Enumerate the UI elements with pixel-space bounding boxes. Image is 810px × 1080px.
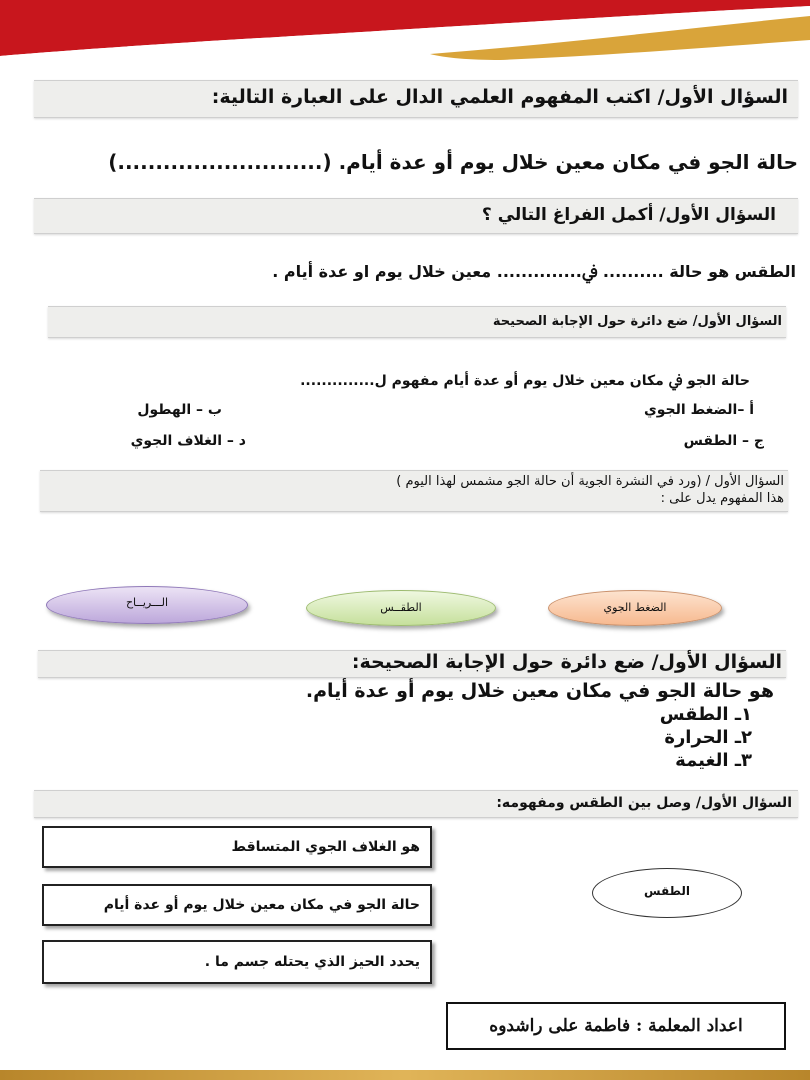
q2-header-band	[34, 198, 798, 234]
q6-header-band	[34, 790, 798, 818]
choice-pressure-label: الضغط الجوي	[603, 601, 667, 614]
q3-option-c[interactable]: ج – الطقس	[683, 433, 764, 449]
header-decoration	[0, 0, 810, 68]
choice-wind-label: الـــريــاح	[125, 596, 169, 609]
definition-box-2[interactable]	[42, 884, 432, 926]
q3-question: حالة الجو ﰲ مكان معين خلال يوم أو عدة أيام مفهوم ل..............	[300, 373, 750, 389]
definition-box-3[interactable]	[42, 940, 432, 984]
q1-statement: حالة الجو في مكان معين خلال يوم أو عدة أيام. (...........................)	[108, 150, 798, 174]
q5-option-2[interactable]: ٢ـ الحرارة	[664, 727, 752, 748]
q3-option-d[interactable]: د – الغلاف الجوي	[130, 433, 246, 449]
teacher-credit: اعداد المعلمة : فاطمة على راشدوه	[489, 1016, 743, 1036]
q3-header: السؤال الأول/ ضع دائرة حول الإجابة الصحيحة	[492, 314, 782, 329]
q3-header-band	[48, 306, 786, 338]
teacher-credit-box	[446, 1002, 786, 1050]
q5-option-3[interactable]: ٣ـ الغيمة	[675, 750, 752, 771]
q6-header: السؤال الأول/ وصل بين الطقس ومفهومه:	[496, 795, 792, 811]
q4-header-line1: السؤال الأول / (ورد في النشرة الجوية أن حالة الجو مشمس لهذا اليوم )	[396, 474, 784, 489]
definition-1: هو الغلاف الجوي المتساقط	[231, 839, 420, 855]
q3-option-b[interactable]: ب – الهطول	[137, 402, 222, 418]
definition-3: يحدد الحيز الذي يحتله جسم ما .	[204, 954, 420, 970]
q2-header: السؤال الأول/ أكمل الفراغ التالي ؟	[481, 205, 776, 225]
definition-2: حالة الجو في مكان معين خلال يوم أو عدة أيام	[103, 897, 420, 913]
q1-header-band	[34, 80, 798, 118]
q2-statement: الطقس هو حالة .......... ﰲ.............. معين خلال يوم او عدة أيام .	[272, 262, 796, 281]
definition-box-1[interactable]	[42, 826, 432, 868]
concept-oval[interactable]	[592, 868, 742, 918]
choice-oval-wind[interactable]	[46, 586, 248, 624]
choice-oval-pressure[interactable]	[548, 590, 722, 626]
q4-header-line2: هذا المفهوم يدل على :	[660, 491, 784, 506]
q5-question: هو حالة الجو في مكان معين خلال يوم أو عدة أيام.	[305, 680, 774, 702]
q4-header-band	[40, 470, 788, 512]
q1-header: السؤال الأول/ اكتب المفهوم العلمي الدال على العبارة التالية:	[211, 86, 788, 108]
q3-option-a[interactable]: أ –الضغط الجوي	[643, 402, 754, 418]
footer-bar	[0, 1070, 810, 1080]
concept-label: الطقس	[644, 884, 690, 898]
q5-header-band	[38, 650, 786, 678]
q5-option-1[interactable]: ١ـ الطقس	[659, 704, 752, 725]
choice-weather-label: الطقــس	[380, 601, 422, 614]
choice-oval-weather[interactable]	[306, 590, 496, 626]
q5-header: السؤال الأول/ ضع دائرة حول الإجابة الصحيحة:	[351, 651, 782, 673]
